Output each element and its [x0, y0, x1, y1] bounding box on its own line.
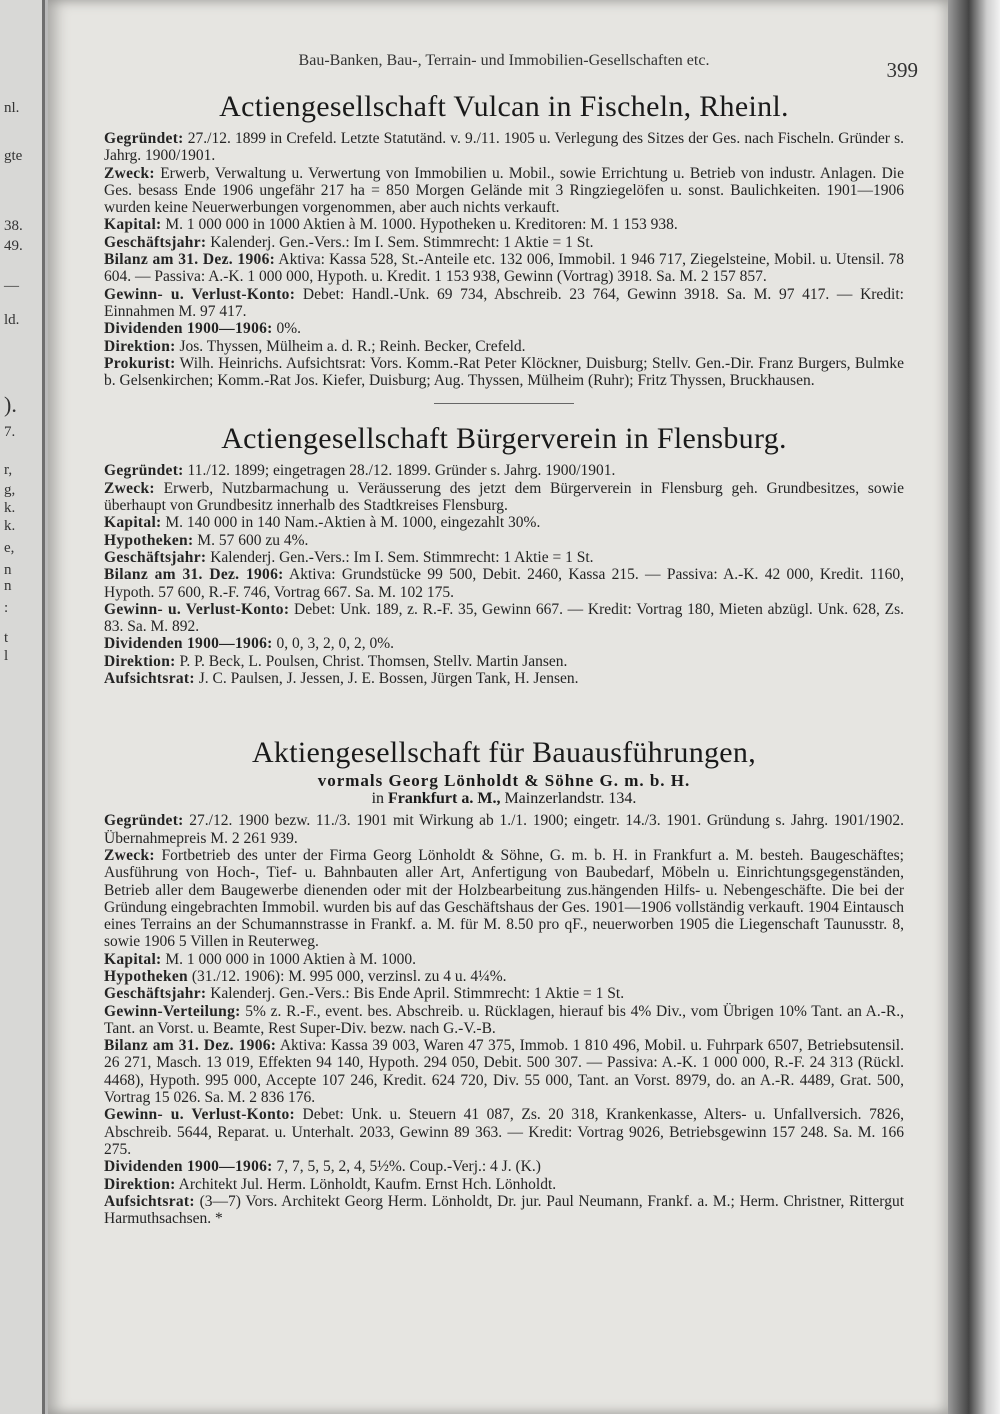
entry-fiscal-year — [104, 549, 904, 566]
entry-label: Kapital: — [104, 950, 162, 968]
entry-label: Dividenden 1900—1906: — [104, 635, 273, 653]
entry-text: (3—7) Vors. Architekt Georg Herm. Lönholdt, Dr. jur. Paul Neumann, Frankf. a. M.; Herm. Christner, Rittergut Harmuthsachsen. * — [104, 1192, 904, 1228]
entry-purpose — [104, 847, 904, 951]
running-head-text: Bau-Banken, Bau-, Terrain- und Immobilien-Gesellschaften etc. — [298, 52, 710, 69]
margin-fragment: k. — [4, 518, 16, 534]
company-location — [104, 790, 904, 808]
page-number: 399 — [886, 58, 918, 82]
entry-text: Aktiva: Grundstücke 99 500, Debit. 2460, Kassa 215. — Passiva: A.-K. 42 000, Kredit. 1160, Hypoth. 57 600, R.-F. 746, Vortrag 667. Sa. M. 102 175. — [104, 566, 904, 601]
page-binding-edge — [948, 0, 1000, 1414]
entry-label: Gewinn- u. Verlust-Konto: — [104, 600, 290, 618]
entry-label: Geschäftsjahr: — [104, 548, 207, 566]
location-prefix: in — [371, 790, 389, 808]
entry-text: Wilh. Heinrichs. Aufsichtsrat: Vors. Komm.-Rat Peter Klöckner, Duisburg; Stellv. Gen.-Dir. Franz Burgers, Bulmke b. Gelsenkirchen; Komm.-Rat Jos. Kiefer, Duisburg; Aug. Thyssen, Mülheim (Ruhr); Fritz Thyssen, Bruckhausen. — [104, 354, 904, 390]
entry-balance — [104, 566, 904, 601]
entry-mortgages — [104, 532, 904, 549]
entry-balance — [104, 1037, 904, 1106]
entry-text: Jos. Thyssen, Mülheim a. d. R.; Reinh. Becker, Crefeld. — [175, 337, 526, 355]
entry-label: Gewinn- u. Verlust-Konto: — [104, 1106, 295, 1124]
entry-text: J. C. Paulsen, J. Jessen, J. E. Bossen, Jürgen Tank, H. Jensen. — [194, 670, 579, 688]
entry-label: Kapital: — [104, 216, 162, 234]
entry-label: Bilanz am 31. Dez. 1906: — [104, 251, 276, 269]
entry-text: Debet: Unk. 189, z. R.-F. 35, Gewinn 667. — Kredit: Vortrag 180, Mieten abzügl. Unk. 628, Zs. 83. Sa. M. 892. — [104, 600, 904, 636]
entry-management — [104, 338, 904, 355]
entry-text: M. 57 600 zu 4%. — [193, 531, 309, 549]
entry-label: Hypotheken: — [104, 531, 194, 549]
entry-label: Geschäftsjahr: — [104, 233, 207, 251]
entry-text: Debet: Handl.-Unk. 69 734, Abschreib. 23 764, Gewinn 3918. Sa. M. 97 417. — Kredit: Einnahmen M. 97 417. — [104, 285, 904, 320]
entry-purpose — [104, 480, 904, 515]
location-address: Mainzerlandstr. 134. — [500, 790, 637, 808]
margin-fragment: r, — [4, 462, 13, 478]
entry-text: (31./12. 1906): M. 995 000, verzinsl. zu 4 u. 4¼%. — [187, 967, 507, 985]
entry-text: P. P. Beck, L. Poulsen, Christ. Thomsen, Stellv. Martin Jansen. — [175, 652, 568, 670]
entry-profit-loss — [104, 601, 904, 636]
entry-label: Aufsichtsrat: — [104, 1192, 195, 1210]
entry-text: 11./12. 1899; eingetragen 28./12. 1899. Gründer s. Jahrg. 1900/1901. — [183, 462, 616, 480]
entry-text: Aktiva: Kassa 528, St.-Anteile etc. 132 006, Immobil. 1 946 717, Ziegelsteine, Mobil. u. Utensil. 78 604. — Passiva: A.-K. 1 000 000, Hypoth. u. Kredit. 1 153 938, Gewinn (Vortrag) 3918. Sa. M. 2 157 857. — [104, 251, 904, 286]
margin-fragment: g, — [4, 482, 16, 498]
company-entry-vulcan — [104, 90, 904, 389]
company-entry-buergerverein — [104, 422, 904, 687]
margin-fragment: 49. — [4, 238, 23, 254]
page-content — [104, 52, 918, 1228]
entry-label: Dividenden 1900—1906: — [104, 320, 273, 338]
running-head — [104, 52, 918, 82]
entry-text: M. 140 000 in 140 Nam.-Aktien à M. 1000, eingezahlt 30%. — [161, 514, 541, 532]
entry-text: Debet: Unk. u. Steuern 41 087, Zs. 20 318, Krankenkasse, Alters- u. Unfallversich. 7826, Abschreib. 5644, Reparat. u. Unterhalt. 2033, Gewinn 89 363. — Kredit: Vortrag 9026, Betriebsgewinn 157 248. Sa. M. 166 275. — [104, 1106, 904, 1158]
entry-management — [104, 1176, 904, 1193]
entry-label: Zweck: — [104, 164, 155, 182]
entry-text: 27./12. 1899 in Crefeld. Letzte Statutänd. v. 9./11. 1905 u. Verlegung des Sitzes der Ges. nach Fischeln. Gründer s. Jahrg. 1900/1901. — [104, 130, 904, 165]
company-title: Aktiengesellschaft für Bauausführungen, — [251, 736, 757, 770]
company-title: Actiengesellschaft Bürgerverein in Flensburg. — [221, 422, 787, 456]
entry-label: Direktion: — [104, 652, 176, 670]
entry-text: 5% z. R.-F., event. bes. Abschreib. u. Rücklagen, hierauf bis 4% Div., vom Übrigen 10% Tant. an A.-R., Tant. an Vorst. u. Beamte, Rest Super-Div. bezw. nach G.-V.-B. — [104, 1002, 904, 1037]
entry-profit-loss — [104, 1106, 904, 1158]
entry-capital — [104, 216, 904, 233]
entry-text: Kalenderj. Gen.-Vers.: Im I. Sem. Stimmrecht: 1 Aktie = 1 St. — [206, 233, 594, 251]
entry-supervisory-board — [104, 670, 904, 687]
company-title: Actiengesellschaft Vulcan in Fischeln, Rheinl. — [219, 90, 789, 123]
entry-purpose — [104, 165, 904, 217]
entry-management — [104, 653, 904, 670]
margin-fragment: e, — [4, 540, 15, 556]
margin-fragment: ld. — [4, 312, 20, 328]
location-city: Frankfurt a. M., — [388, 790, 501, 808]
entry-label: Direktion: — [104, 337, 176, 355]
entry-profit-distribution — [104, 1003, 904, 1038]
entry-founded — [104, 462, 904, 479]
entry-label: Direktion: — [104, 1175, 176, 1193]
entry-text: 7, 7, 5, 5, 2, 4, 5½%. Coup.-Verj.: 4 J. (K.) — [272, 1158, 541, 1176]
entry-label: Kapital: — [104, 514, 162, 532]
entry-label: Hypotheken — [104, 967, 188, 985]
entry-text: Kalenderj. Gen.-Vers.: Im I. Sem. Stimmrecht: 1 Aktie = 1 St. — [206, 548, 594, 566]
margin-fragment: nl. — [4, 100, 20, 116]
entry-text: Aktiva: Kassa 39 003, Waren 47 375, Immob. 1 810 496, Mobil. u. Fuhrpark 6507, Betriebsutensil. 26 271, Masch. 13 019, Effekten 94 140, Hypoth. 294 050, Debit. 500 307. — Passiva: A.-K. 1 000 000, R.-F. 24 313 (Rückl. 4468), Hypoth. 995 000, Accepte 107 246, Kredit. 624 720, Div. 55 000, Tant. an Vorst. 8979, do. an A.-R. 4489, Grat. 500, Vortrag 15 026. Sa. M. 2 836 176. — [104, 1037, 904, 1107]
entry-label: Gegründet: — [104, 462, 184, 480]
company-subtitle: vormals Georg Lönholdt & Söhne G. m. b. H. — [317, 771, 691, 791]
entry-label: Zweck: — [104, 479, 155, 497]
margin-fragment: — — [4, 278, 19, 294]
margin-fragment: 38. — [4, 218, 23, 234]
entry-founded — [104, 130, 904, 165]
entry-fiscal-year — [104, 234, 904, 251]
entry-text: 0, 0, 3, 2, 0, 2, 0%. — [272, 635, 395, 653]
margin-fragment: n — [4, 578, 12, 594]
entry-balance — [104, 251, 904, 286]
entry-fiscal-year — [104, 985, 904, 1002]
margin-fragment: ). — [4, 392, 17, 417]
entry-label: Gewinn-Verteilung: — [104, 1002, 241, 1020]
margin-fragment: gte — [4, 148, 23, 164]
entry-dividends — [104, 635, 904, 652]
entry-dividends — [104, 1158, 904, 1175]
margin-fragment: t — [4, 630, 9, 646]
entry-label: Dividenden 1900—1906: — [104, 1158, 273, 1176]
company-entry-bauausfuehrungen — [104, 736, 904, 1227]
entry-label: Gegründet: — [104, 130, 184, 147]
entry-supervisory-board — [104, 1193, 904, 1228]
entry-mortgages — [104, 968, 904, 985]
entry-text: Kalenderj. Gen.-Vers.: Bis Ende April. Stimmrecht: 1 Aktie = 1 St. — [206, 985, 625, 1003]
entry-text: Erwerb, Nutzbarmachung u. Veräusserung des jetzt dem Bürgerverein in Flensburg geh. Grundbesitzes, sowie überhaupt von Grundbesitz innerhalb des Stadtkreises Flensburg. — [104, 479, 904, 515]
entry-text: M. 1 000 000 in 1000 Aktien à M. 1000. Hypotheken u. Kreditoren: M. 1 153 938. — [161, 216, 678, 234]
margin-fragment: k. — [4, 500, 16, 516]
entry-text: Fortbetrieb des unter der Firma Georg Lönholdt & Söhne, G. m. b. H. in Frankfurt a. M. besteh. Baugeschäftes; Ausführung von Hoch-, Tief- u. Bahnbauten aller Art, Anfertigung von Baubedarf, Möbeln u. Einrichtungsgegenständen, Betrieb aller dem Baugewerbe dienenden oder mit der Holzbearbeitung zus.hängenden Hilfs- u. Nebengeschäfte. Die bei der Gründung eingebrachten Immobil. wurden bis auf das Geschäftshaus der Ges. 1901—1906 vollständig verkauft. 1904 Eintausch eines Terrains an der Schumannstrasse in Frankf. a. M. für M. 8.50 pro qF., neuerworben 1905 die Liegenschaft Taunusstr. 8, sowie 1906 5 Villen in Reuterweg. — [104, 846, 904, 951]
section-divider — [434, 403, 574, 404]
entry-supervisory-board — [104, 355, 904, 390]
entry-label: Gewinn- u. Verlust-Konto: — [104, 285, 296, 303]
entry-label: Geschäftsjahr: — [104, 985, 207, 1003]
margin-fragment: n — [4, 562, 12, 578]
margin-fragment: : — [4, 600, 9, 616]
margin-fragment: 7. — [4, 424, 16, 440]
entry-label: Zweck: — [104, 846, 155, 864]
book-page — [48, 0, 948, 1414]
entry-text: 0%. — [272, 320, 302, 338]
entry-founded — [104, 812, 904, 847]
entry-capital — [104, 951, 904, 968]
entry-label: Bilanz am 31. Dez. 1906: — [104, 1037, 277, 1055]
entry-text: 27./12. 1900 bezw. 11./3. 1901 mit Wirkung ab 1./1. 1900; eingetr. 14./3. 1901. Gründung s. Jahrg. 1901/1902. Übernahmepreis M. 2 261 939. — [104, 812, 904, 847]
entry-label: Aufsichtsrat: — [104, 670, 195, 688]
margin-fragment: l — [4, 648, 9, 664]
entry-capital — [104, 514, 904, 531]
entry-profit-loss — [104, 286, 904, 321]
entry-dividends — [104, 320, 904, 337]
entry-text: Architekt Jul. Herm. Lönholdt, Kaufm. Ernst Hch. Lönholdt. — [175, 1175, 557, 1193]
entry-label: Gegründet: — [104, 812, 184, 830]
adjacent-page-strip — [0, 0, 45, 1414]
entry-text: Erwerb, Verwaltung u. Verwertung von Immobilien u. Mobil., sowie Errichtung u. Betrieb von industr. Anlagen. Die Ges. besass Ende 1906 ungefähr 217 ha = 850 Morgen Gelände mit 3 Ringziegelöfen u. sonst. Baulichkeiten. 1901—1906 wurden keine Neuerwerbungen vorgenommen, aber auch nichts verkauft. — [104, 164, 904, 217]
entry-label: Prokurist: — [104, 354, 176, 372]
entry-text: M. 1 000 000 in 1000 Aktien à M. 1000. — [161, 950, 416, 968]
entry-label: Bilanz am 31. Dez. 1906: — [104, 566, 284, 584]
